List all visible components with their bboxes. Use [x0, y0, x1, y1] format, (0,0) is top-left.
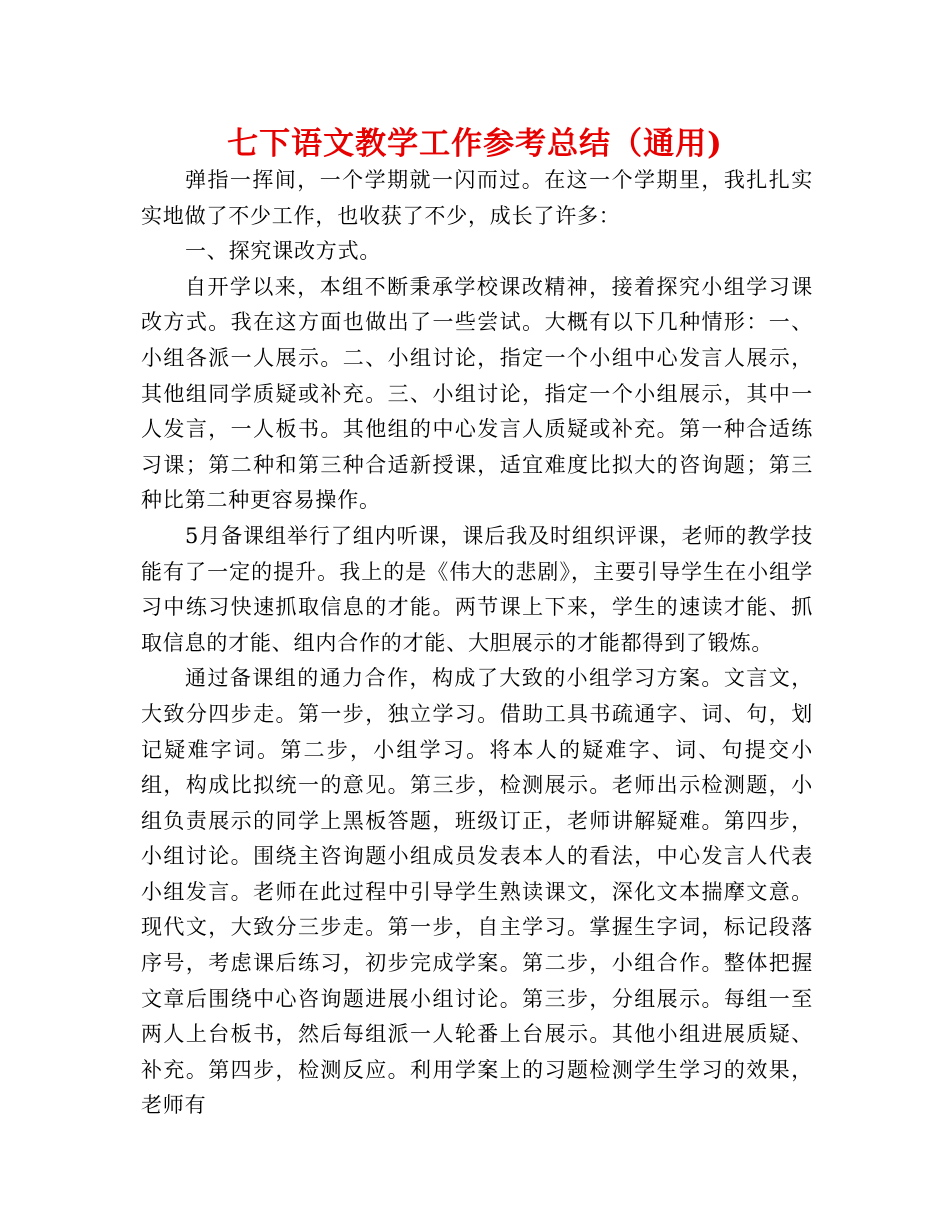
paragraph-intro: 弹指一挥间，一个学期就一闪而过。在这一个学期里，我扎扎实实地做了不少工作，也收获了不少，成长了许多： — [141, 168, 813, 228]
paragraph-group-plan: 通过备课组的通力合作，构成了大致的小组学习方案。文言文，大致分四步走。第一步，独立学习。借助工具书疏通字、词、句，划记疑难字词。第二步，小组学习。将本人的疑难字、词、句提交小组，构成比拟统一的意见。第三步，检测展示。老师出示检测题，小组负责展示的同学上黑板答题，班级订正，老师讲解疑难。第四步，小组讨论。围绕主咨询题小组成员发表本人的看法，中心发言人代表小组发言。老师在此过程中引导学生熟读课文，深化文本揣摩文意。现代文，大致分三步走。第一步，自主学习。掌握生字词，标记段落序号，考虑课后练习，初步完成学案。第二步，小组合作。整体把握文章后围绕中心咨询题进展小组讨论。第三步，分组展示。每组一至两人上台板书，然后每组派一人轮番上台展示。其他小组进展质疑、补充。第四步，检测反应。利用学案上的习题检测学生学习的效果，老师有 — [141, 666, 813, 1118]
paragraph-heading-1: 一、探究课改方式。 — [185, 239, 382, 264]
paragraph-reform-methods: 自开学以来，本组不断秉承学校课改精神，接着探究小组学习课改方式。我在这方面也做出了一些尝试。大概有以下几种情形：一、小组各派一人展示。二、小组讨论，指定一个小组中心发言人展示，其他组同学质疑或补充。三、小组讨论，指定一个小组展示，其中一人发言，一人板书。其他组的中心发言人质疑或补充。第一种合适练习课；第二种和第三种合适新授课，适宜难度比拟大的咨询题；第三种比第二种更容易操作。 — [141, 274, 813, 513]
paragraph-lesson-observation: 5月备课组举行了组内听课，课后我及时组织评课，老师的教学技能有了一定的提升。我上的是《伟大的悲剧》，主要引导学生在小组学习中练习快速抓取信息的才能。两节课上下来，学生的速读才能、抓取信息的才能、组内合作的才能、大胆展示的才能都得到了锻炼。 — [141, 523, 813, 655]
document-body — [141, 163, 813, 1124]
document-title: 七下语文教学工作参考总结（通用) — [227, 126, 723, 162]
